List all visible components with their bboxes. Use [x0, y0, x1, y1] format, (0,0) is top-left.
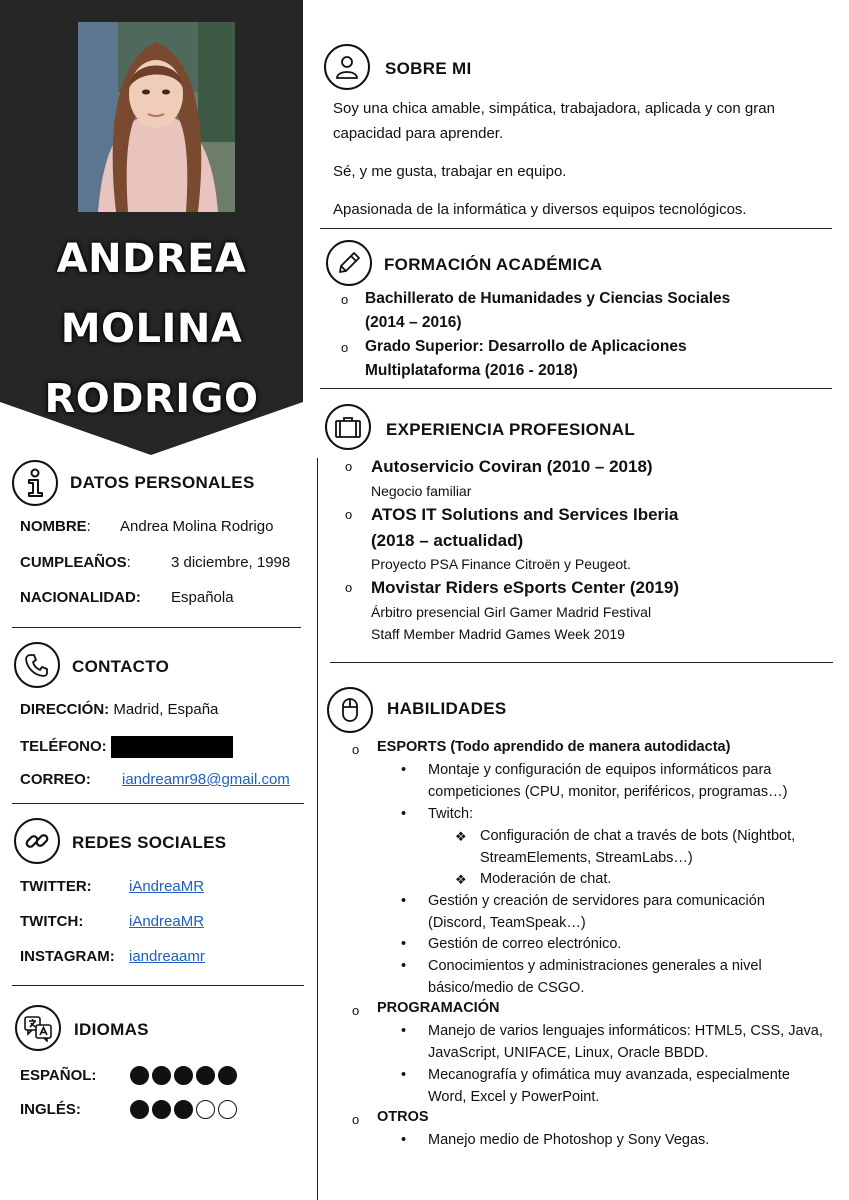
name-line-2: MOLINA [60, 306, 243, 352]
rating-dot-filled [218, 1066, 237, 1085]
divider [330, 662, 833, 663]
skills-other-heading: OTROS [377, 1109, 429, 1125]
section-title-experience: EXPERIENCIA PROFESIONAL [386, 420, 636, 439]
language-english-rating [130, 1100, 237, 1119]
job-2-description: Proyecto PSA Finance Citroën y Peugeot. [371, 556, 631, 572]
birthday-value: 3 diciembre, 1998 [171, 554, 291, 571]
job-2-title-line-2: (2018 – actualidad) [371, 531, 524, 550]
language-spanish-label: ESPAÑOL: [20, 1067, 97, 1084]
skill-esports-2: Twitch: [428, 806, 474, 822]
language-english-label: INGLÉS: [20, 1101, 81, 1118]
education-item-1: Bachillerato de Humanidades y Ciencias Sociales (2014 – 2016) [365, 290, 731, 331]
job-2-title-line-1: ATOS IT Solutions and Services Iberia [371, 505, 679, 524]
divider [320, 228, 832, 229]
bullet-diamond: ❖ [455, 829, 467, 844]
email-row [20, 771, 91, 788]
education-item-2: Grado Superior: Desarrollo de Aplicaciones Multiplataforma (2016 - 2018) [365, 338, 687, 379]
bullet-circle: o [345, 459, 353, 474]
divider [12, 803, 304, 804]
bullet-dot: • [401, 893, 407, 909]
bullet-circle: o [345, 580, 353, 595]
twitch-label: TWITCH: [20, 913, 84, 930]
phone-row [20, 736, 233, 758]
personal-birthday-row [20, 554, 131, 571]
bullet-circle: o [345, 507, 353, 522]
skills-esports-heading: ESPORTS (Todo aprendido de manera autodidacta) [377, 739, 731, 755]
rating-dot-filled [174, 1100, 193, 1119]
header-banner [0, 0, 303, 458]
address-value: Madrid, España [113, 701, 219, 718]
job-3-description-1: Árbitro presencial Girl Gamer Madrid Festival [371, 604, 652, 620]
bullet-dot: • [401, 1132, 407, 1148]
rating-dot-filled [196, 1066, 215, 1085]
profile-photo [78, 22, 235, 212]
language-spanish-rating [130, 1066, 237, 1085]
bullet-dot: • [401, 958, 407, 974]
instagram-link[interactable]: iandreaamr [129, 948, 205, 965]
twitter-label: TWITTER: [20, 878, 92, 895]
briefcase-icon [325, 404, 371, 450]
skill-esports-1: Montaje y configuración de equipos informáticos para competiciones (CPU, monitor, periféricos, programas…) [428, 762, 788, 800]
phone-label: TELÉFONO: [20, 737, 107, 755]
job-3-description-2: Staff Member Madrid Games Week 2019 [371, 626, 625, 642]
name-colon: : [86, 518, 91, 535]
bullet-dot: • [401, 1023, 407, 1039]
divider [12, 985, 304, 986]
skill-esports-5: Conocimientos y administraciones generales a nivel básico/medio de CSGO. [428, 958, 762, 996]
job-1-title: Autoservicio Coviran (2010 – 2018) [371, 457, 653, 476]
section-title-education: FORMACIÓN ACADÉMICA [384, 255, 603, 274]
rating-dot-empty [218, 1100, 237, 1119]
bullet-circle: o [352, 1003, 360, 1018]
bullet-dot: • [401, 762, 407, 778]
rating-dot-filled [152, 1066, 171, 1085]
mouse-icon [327, 687, 373, 733]
about-text-2: Sé, y me gusta, trabajar en equipo. [333, 163, 567, 180]
nationality-value: Española [171, 589, 234, 606]
info-icon [12, 460, 58, 506]
column-separator [317, 458, 318, 1200]
full-name [0, 224, 303, 434]
skill-esports-2b: Moderación de chat. [480, 871, 612, 887]
birthday-colon: : [126, 554, 131, 571]
section-title-skills: HABILIDADES [387, 699, 507, 718]
section-title-social: REDES SOCIALES [72, 833, 227, 852]
section-title-languages: IDIOMAS [74, 1020, 149, 1039]
skill-esports-4: Gestión de correo electrónico. [428, 936, 622, 952]
skill-esports-2a: Configuración de chat a través de bots (Nightbot, StreamElements, StreamLabs…) [480, 828, 796, 866]
rating-dot-filled [130, 1100, 149, 1119]
name-label: NOMBRE [20, 518, 87, 535]
rating-dot-filled [174, 1066, 193, 1085]
email-link[interactable]: iandreamr98@gmail.com [122, 771, 290, 788]
skill-programming-2: Mecanografía y ofimática muy avanzada, especialmente Word, Excel y PowerPoint. [428, 1067, 790, 1105]
user-icon [324, 44, 370, 90]
section-title-about: SOBRE MI [385, 59, 472, 78]
skill-other-1: Manejo medio de Photoshop y Sony Vegas. [428, 1132, 710, 1148]
skill-esports-3: Gestión y creación de servidores para comunicación (Discord, TeamSpeak…) [428, 893, 765, 931]
phone-redacted [111, 736, 233, 758]
section-title-contact: CONTACTO [72, 657, 170, 676]
instagram-label: INSTAGRAM: [20, 948, 115, 965]
email-label: CORREO: [20, 771, 91, 788]
twitter-link[interactable]: iAndreaMR [129, 878, 205, 895]
name-line-3: RODRIGO [44, 376, 259, 422]
bullet-diamond: ❖ [455, 872, 467, 887]
bullet-circle: o [352, 1112, 360, 1127]
birthday-label: CUMPLEAÑOS [20, 554, 127, 571]
rating-dot-filled [130, 1066, 149, 1085]
name-line-1: ANDREA [56, 236, 247, 282]
phone-icon [14, 642, 60, 688]
divider [320, 388, 832, 389]
link-chain-icon [14, 818, 60, 864]
about-text-1a: Soy una chica amable, simpática, trabajadora, aplicada y con gran [333, 100, 775, 117]
job-3-title: Movistar Riders eSports Center (2019) [371, 578, 679, 597]
about-text-3: Apasionada de la informática y diversos equipos tecnológicos. [333, 201, 747, 218]
name-value: Andrea Molina Rodrigo [120, 518, 274, 535]
rating-dot-empty [196, 1100, 215, 1119]
address-label: DIRECCIÓN: [20, 701, 110, 718]
bullet-dot: • [401, 1067, 407, 1083]
nationality-label: NACIONALIDAD: [20, 589, 141, 606]
about-text-1b: capacidad para aprender. [333, 125, 504, 142]
section-title-personal: DATOS PERSONALES [70, 473, 255, 492]
bullet-circle: o [341, 340, 349, 355]
bullet-circle: o [341, 292, 349, 307]
personal-name-row [20, 518, 91, 535]
twitch-link[interactable]: iAndreaMR [129, 913, 205, 930]
rating-dot-filled [152, 1100, 171, 1119]
bullet-circle: o [352, 742, 360, 757]
language-translate-icon [15, 1005, 61, 1051]
skill-programming-1: Manejo de varios lenguajes informáticos: HTML5, CSS, Java, JavaScript, UNIFACE, Linux, Oracle BBDD. [428, 1023, 823, 1061]
divider [12, 627, 301, 628]
pencil-icon [326, 240, 372, 286]
skills-programming-heading: PROGRAMACIÓN [377, 1000, 500, 1016]
address-row [20, 701, 218, 718]
job-1-description: Negocio familiar [371, 483, 472, 499]
bullet-dot: • [401, 936, 407, 952]
bullet-dot: • [401, 806, 407, 822]
